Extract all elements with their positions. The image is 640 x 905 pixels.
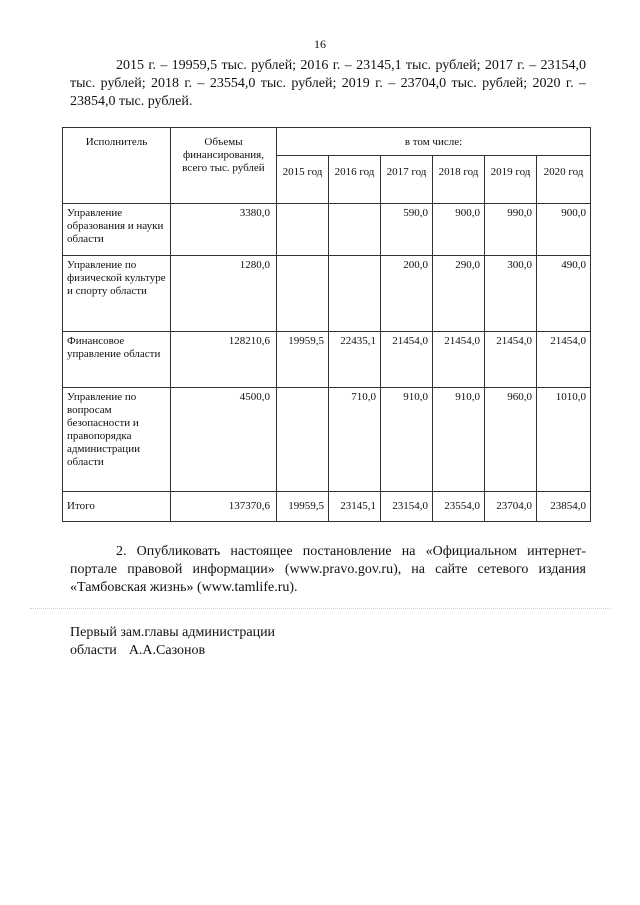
row-value: 23145,1 xyxy=(329,492,381,522)
row-value: 490,0 xyxy=(537,256,591,332)
row-value: 21454,0 xyxy=(537,332,591,388)
header-including: в том числе: xyxy=(277,128,591,156)
row-value: 910,0 xyxy=(381,388,433,492)
row-name: Итого xyxy=(63,492,171,522)
row-value: 21454,0 xyxy=(433,332,485,388)
signature-position: Первый зам.главы администрации xyxy=(70,625,276,640)
row-value: 22435,1 xyxy=(329,332,381,388)
row-value xyxy=(329,256,381,332)
row-name: Финансовое управление области xyxy=(63,332,171,388)
intro-paragraph: 2015 г. – 19959,5 тыс. рублей; 2016 г. – 23145,1 тыс. рублей; 2017 г. – 23154,0 тыс. рублей; 2018 г. – 23554,0 тыс. рублей; 2019 г. – 23704,0 тыс. рублей; 2020 г. – 23854,0 тыс. рублей. xyxy=(70,58,586,109)
table-row xyxy=(63,332,591,388)
row-value: 19959,5 xyxy=(277,492,329,522)
row-total: 137370,6 xyxy=(171,492,277,522)
row-name: Управление по физической культуре и спорту области xyxy=(63,256,171,332)
signature-name: А.А.Сазонов xyxy=(128,643,206,658)
year-header: 2015 год xyxy=(277,156,329,204)
row-value: 23154,0 xyxy=(381,492,433,522)
row-value: 590,0 xyxy=(381,204,433,256)
table-row xyxy=(63,388,591,492)
row-total: 3380,0 xyxy=(171,204,277,256)
row-value: 290,0 xyxy=(433,256,485,332)
row-value: 23554,0 xyxy=(433,492,485,522)
row-value: 1010,0 xyxy=(537,388,591,492)
table-row-total xyxy=(63,492,591,522)
row-total: 128210,6 xyxy=(171,332,277,388)
year-header: 2017 год xyxy=(381,156,433,204)
row-name: Управление образования и науки области xyxy=(63,204,171,256)
row-total: 4500,0 xyxy=(171,388,277,492)
signature-line xyxy=(70,642,275,660)
financing-table xyxy=(62,127,591,522)
row-value xyxy=(277,204,329,256)
row-value: 19959,5 xyxy=(277,332,329,388)
row-value xyxy=(277,256,329,332)
year-header: 2018 год xyxy=(433,156,485,204)
row-value xyxy=(329,204,381,256)
signature-block xyxy=(70,624,275,660)
row-value: 900,0 xyxy=(537,204,591,256)
page-number: 16 xyxy=(314,37,326,51)
row-value: 960,0 xyxy=(485,388,537,492)
signature-position-region: области xyxy=(70,643,117,658)
header-total: Объемы финансирования, всего тыс. рублей xyxy=(171,128,277,204)
table-row xyxy=(63,204,591,256)
row-value xyxy=(277,388,329,492)
row-value: 23854,0 xyxy=(537,492,591,522)
row-value: 900,0 xyxy=(433,204,485,256)
row-value: 910,0 xyxy=(433,388,485,492)
row-value: 300,0 xyxy=(485,256,537,332)
row-value: 710,0 xyxy=(329,388,381,492)
row-total: 1280,0 xyxy=(171,256,277,332)
year-header: 2019 год xyxy=(485,156,537,204)
row-value: 21454,0 xyxy=(381,332,433,388)
row-name: Управление по вопросам безопасности и правопорядка администрации области xyxy=(63,388,171,492)
row-value: 21454,0 xyxy=(485,332,537,388)
header-executor: Исполнитель xyxy=(63,128,171,204)
scan-artifact-line xyxy=(30,608,610,609)
row-value: 200,0 xyxy=(381,256,433,332)
row-value: 990,0 xyxy=(485,204,537,256)
year-header: 2020 год xyxy=(537,156,591,204)
table-row xyxy=(63,256,591,332)
row-value: 23704,0 xyxy=(485,492,537,522)
table-header-row xyxy=(63,128,591,156)
year-header: 2016 год xyxy=(329,156,381,204)
publication-paragraph: 2. Опубликовать настоящее постановление на «Официальном интернет-портале правовой информации» (www.pravo.gov.ru), на сайте сетевого издания «Тамбовская жизнь» (www.tamlife.ru). xyxy=(70,544,586,595)
